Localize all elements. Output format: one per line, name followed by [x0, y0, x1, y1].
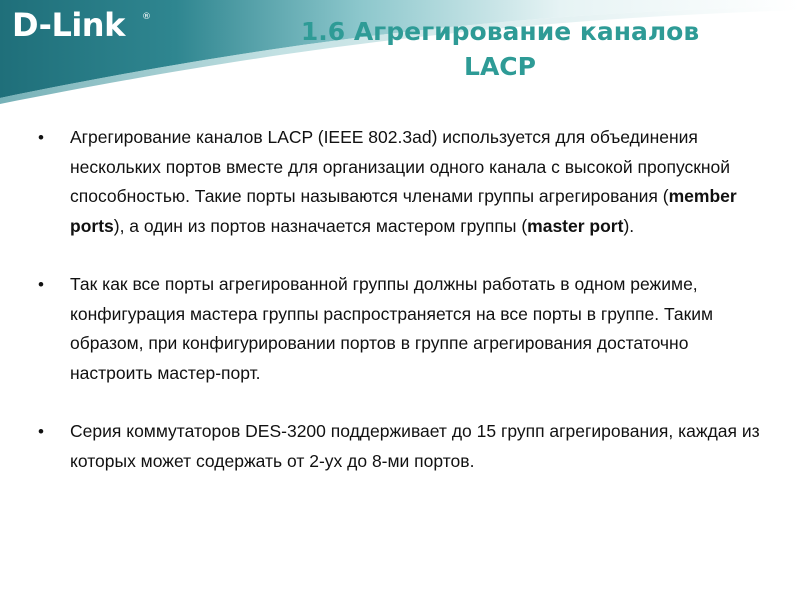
bullet-text-part: ), а один из портов назначается мастером группы ( — [113, 215, 528, 236]
bullet-marker: • — [38, 128, 44, 147]
bullet-item-2 — [38, 270, 773, 388]
bullet-list — [38, 123, 773, 505]
bullet-bold-term: member ports — [70, 186, 737, 236]
bullet-text-part: ). — [623, 215, 635, 236]
bullet-marker: • — [38, 275, 44, 294]
bullet-item-3 — [38, 417, 773, 476]
dlink-logo: D-Link — [12, 6, 125, 44]
bullet-marker: • — [38, 422, 44, 441]
bullet-text-part: Агрегирование каналов LACP (IEEE 802.3ad) используется для объединения нескольких портов вместе для организации одного канала с высокой пропускной способностью. Такие порты называются членами группы агрегирования ( — [70, 127, 731, 206]
bullet-text: Так как все порты агрегированной группы должны работать в одном режиме, конфигурация мастера группы распространяется на все порты в группе. Таким образом, при конфигурировании портов в группе агрегирования достаточно настроить мастер-порт. — [70, 274, 714, 383]
registered-mark: ® — [142, 12, 151, 22]
slide-title — [270, 14, 730, 84]
bullet-item-1 — [38, 123, 773, 241]
bullet-text: Серия коммутаторов DES-3200 поддерживает до 15 групп агрегирования, каждая из которых может содержать от 2-ух до 8-ми портов. — [70, 421, 760, 471]
bullet-bold-term: master port — [527, 215, 624, 236]
title-line-1: 1.6 Агрегирование каналов — [300, 17, 700, 46]
title-line-2: LACP — [464, 52, 536, 81]
